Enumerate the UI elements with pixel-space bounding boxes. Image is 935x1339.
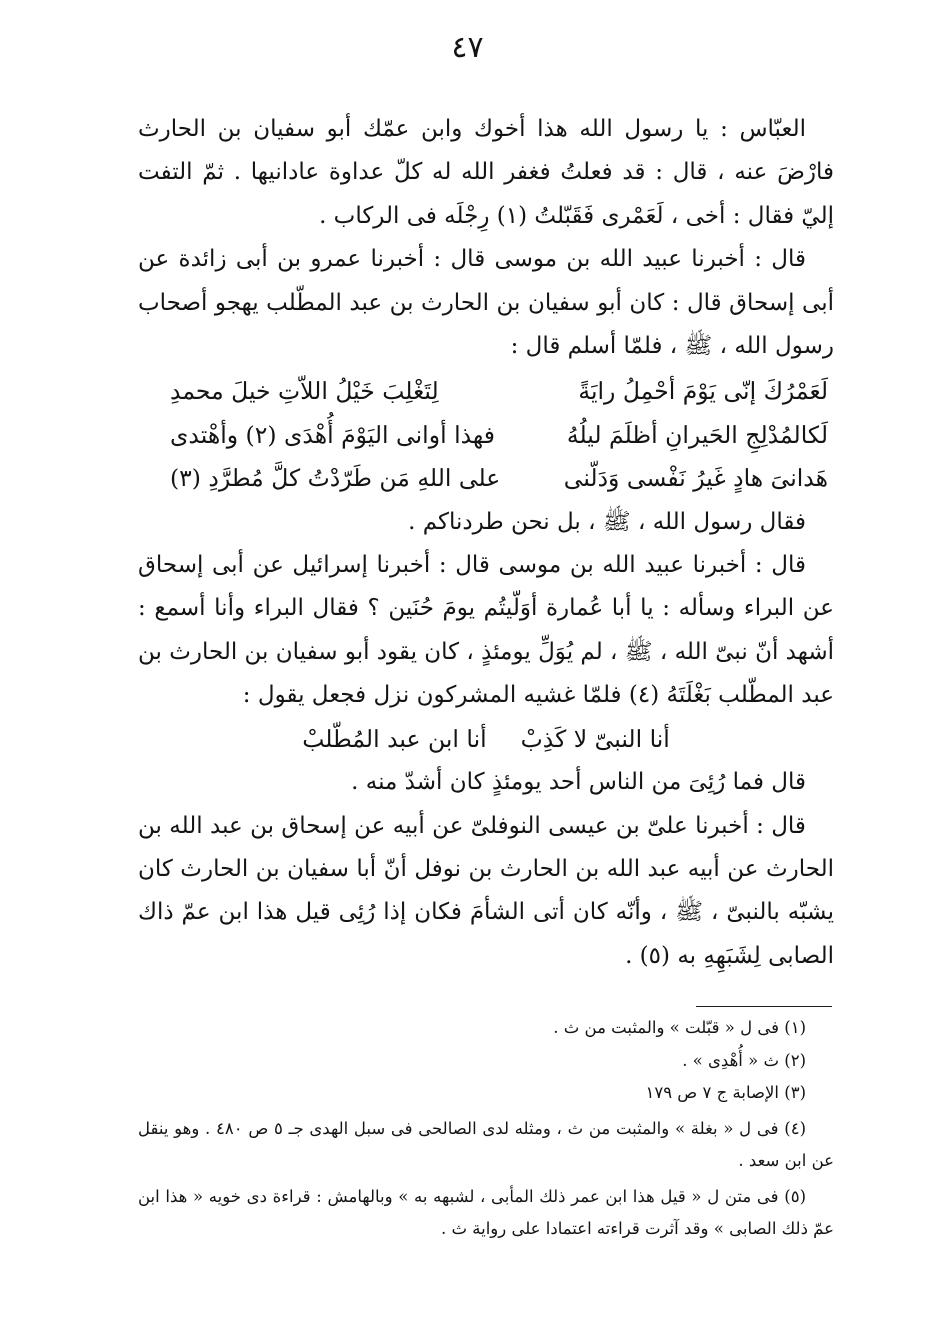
- paragraph-resemblance: [138, 805, 834, 979]
- poem-verse: [138, 414, 834, 457]
- verse-second-hemistich: لِتَغْلِبَ خَيْلُ اللاّتِ خيلَ محمدِ: [170, 377, 439, 406]
- verse-second-hemistich: أنا ابن عبد المُطّلبْ: [302, 724, 487, 753]
- footnotes: [138, 1012, 834, 1246]
- footnote-1: (١) فى ل « قبّلت » والمثبت من ث .: [553, 1018, 806, 1037]
- text-line: قال : أخبرنا عبيد الله بن موسى قال : أخبرنا إسرائيل عن أبى إسحاق عن: [138, 552, 834, 622]
- paragraph-abbas: [138, 108, 834, 238]
- text-line: الله ، ﷺ ، فلمّا أسلم قال :: [510, 333, 768, 360]
- text-line: لَعَمْرى فَقَبّلتُ (١) رِجْلَه فى الركاب .: [319, 202, 664, 229]
- text-line: بالنبىّ ، ﷺ ، وأنّه كان أتى الشأمَ فكان إذا رُئِى قيل هذا ابن عمّ ذاك الصابى: [138, 899, 834, 969]
- text-line: قال : أخبرنا علىّ بن عيسى النوفلىّ عن أبيه عن إسحاق بن عبد الله بن: [138, 812, 806, 839]
- footnote-3: (٣) الإصابة ج ٧ ص ١٧٩: [645, 1083, 806, 1102]
- poem-verse: [138, 457, 834, 500]
- paragraph-isnad-1: [138, 238, 834, 368]
- verse-first-hemistich: لَعَمْرُكَ إنّى يَوْمَ أحْمِلُ رايَةً: [578, 377, 828, 406]
- text-line: بَغْلَتَهُ (٤) فلمّا غشيه المشركون نزل فجعل يقول :: [242, 682, 711, 709]
- paragraph-prophet-reply: فقال رسول الله ، ﷺ ، بل نحن طردناكم .: [408, 508, 806, 535]
- paragraph-hunayn: [138, 544, 834, 718]
- text-line: الله ، ﷺ ، لم يُوَلِّ يومئذٍ ، كان يقود أبو سفيان بن الحارث بن عبد المطّلب: [138, 638, 834, 709]
- text-line: لِشَبَهِهِ به (٥) .: [625, 942, 761, 969]
- verse-first-hemistich: أنا النبىّ لا كَذِبْ: [520, 724, 670, 753]
- verse-first-hemistich: هَدانىَ هادٍ غَيرُ نَفْسى وَدَلّنى: [563, 464, 828, 493]
- footnote-4: (٤) فى ل « بغلة » والمثبت من ث ، ومثله لدى الصالحى فى سبل الهدى جـ ٥ ص ٤٨٠ . وهو ينقل عن ابن سعد .: [138, 1118, 834, 1170]
- text-line: العبّاس : يا رسول الله هذا أخوك وابن عمّك أبو سفيان بن الحارث فارْضَ عنه ،: [138, 116, 834, 186]
- paragraph-bravery: قال فما رُئِىَ من الناس أحد يومئذٍ كان أشدّ منه .: [351, 769, 806, 796]
- text-line: الحارث عن أبيه عبد الله بن الحارث بن نوفل أنّ أبا سفيان بن الحارث كان يشبّه: [138, 855, 834, 926]
- text-line: إسحاق قال : كان أبو سفيان بن الحارث بن عبد المطّلب يهجو أصحاب رسول: [138, 289, 834, 360]
- poem-verse: [138, 370, 834, 413]
- verse-second-hemistich: على اللهِ مَن طَرّدْتُ كلَّ مُطرَّدِ (٣): [170, 464, 501, 493]
- page-number: ٤٧: [451, 30, 484, 65]
- poem-block: [138, 370, 834, 500]
- footnote-2: (٢) ث « أُهْدِى » .: [682, 1050, 806, 1070]
- text-line: قال : أخبرنا عبيد الله بن موسى قال : أخبرنا عمرو بن أبى زائدة عن أبى: [138, 246, 834, 316]
- footnote-divider: [696, 1006, 832, 1007]
- footnote-5: (٥) فى متن ل « قيل هذا ابن عمر ذلك المأبى ، لشبهه به » وبالهامش : قراءة دى خويه « هذا ابن عمّ ذلك الصابى » وقد آثرت قراءته اعتمادا على رواية ث .: [138, 1186, 834, 1238]
- verse-second-hemistich: فهذا أوانى اليَوْمَ أُهْدَى (٢) وأهْتدى: [170, 420, 495, 449]
- main-text: [138, 108, 834, 978]
- text-line: قال : قد فعلتُ فغفر الله له كلّ عداوة عادانيها . ثمّ التفت إليّ فقال : أخى ،: [138, 159, 834, 229]
- verse-first-hemistich: لَكالمُدْلِجِ الحَيرانِ أظلَمَ ليلُهُ: [566, 420, 828, 449]
- text-line: البراء وسأله : يا أبا عُمارة أوَلّيتُم يومَ حُنَين ؟ فقال البراء وأنا أسمع : أشهد أنّ نبىّ: [138, 595, 834, 665]
- poem-couplet: [138, 718, 834, 761]
